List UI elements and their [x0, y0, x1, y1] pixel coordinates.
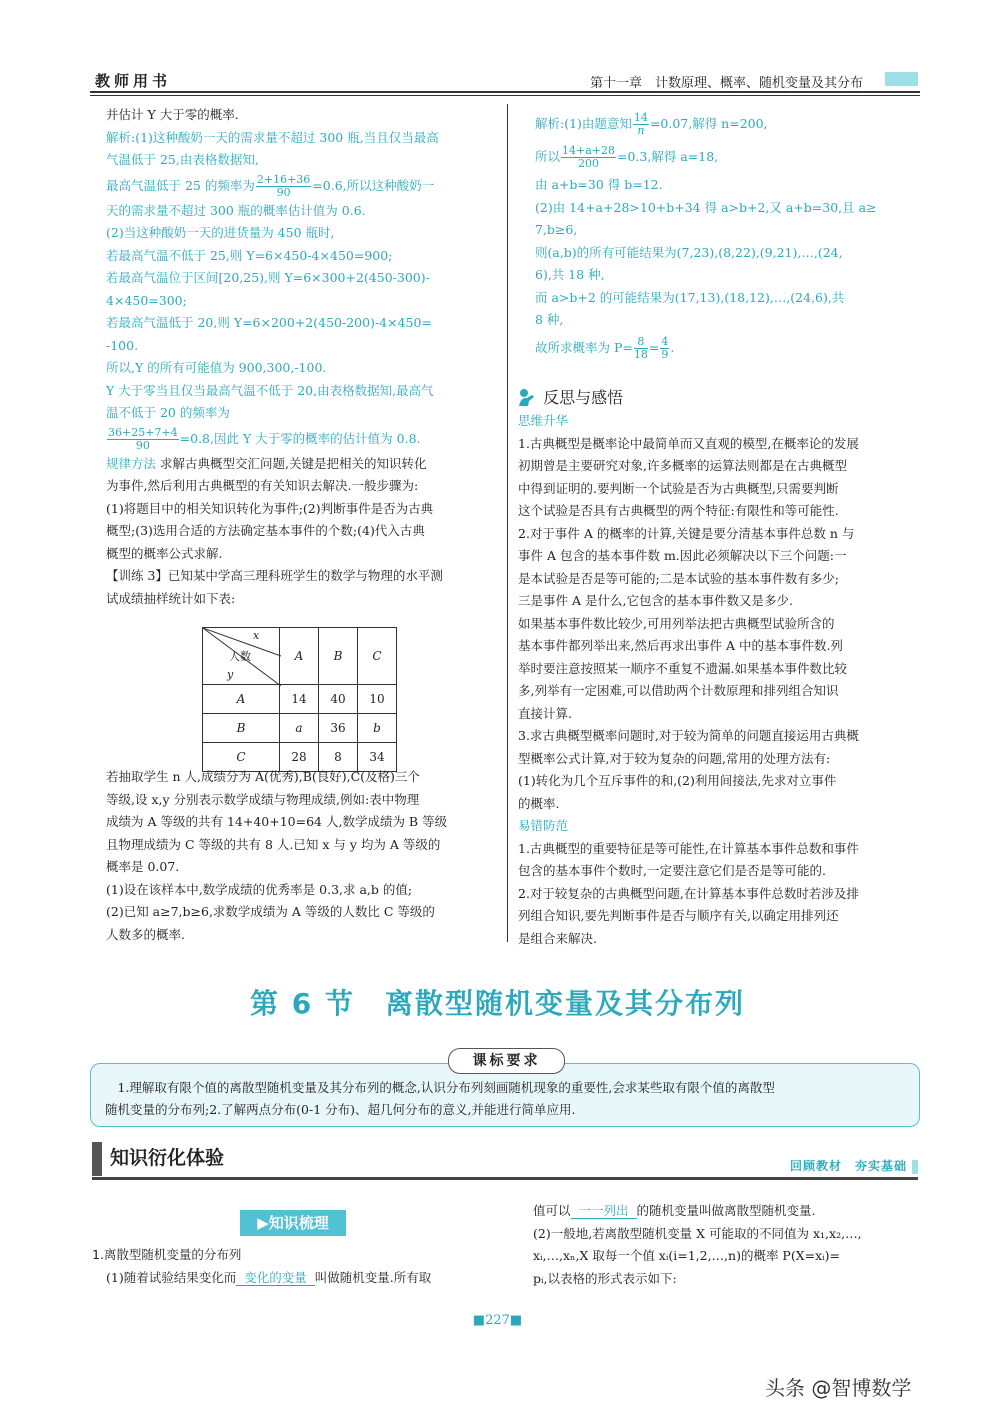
knowledge-accent: [912, 1160, 918, 1174]
text-line: 若最高气温低于 20,则 Y=6×200+2(450-200)-4×450=: [106, 315, 432, 330]
section-title: 第 6 节 离散型随机变量及其分布列: [250, 987, 745, 1020]
text-line: 这个试验是否具有古典概型的两个特征:有限性和等可能性.: [518, 503, 839, 518]
requirements-tag: 课标要求: [448, 1048, 565, 1074]
req-line: 随机变量的分布列;2.了解两点分布(0-1 分布)、超几何分布的意义,并能进行简单应用.: [105, 1102, 576, 1117]
text-span: 求解古典概型交汇问题,关键是把相关的知识转化: [156, 455, 427, 471]
corner-y: y: [227, 668, 234, 681]
header-accent-bar: [885, 72, 918, 86]
text-span: 值可以: [533, 1203, 571, 1218]
knowledge-right: [533, 1200, 923, 1290]
fraction: [660, 336, 669, 361]
text-span: 的随机变量叫做离散型随机变量.: [636, 1203, 816, 1218]
reflect-title: 反思与感悟: [543, 388, 624, 407]
numerator: 14+a+28: [562, 144, 616, 157]
table-corner: [203, 628, 280, 685]
text-line: 7,b≥6,: [535, 222, 578, 237]
left-column-lower: [106, 766, 498, 946]
text-line: [533, 1200, 923, 1223]
knowledge-heading: 1.离散型随机变量的分布列: [92, 1247, 242, 1262]
numerator: 36+25+7+4: [108, 425, 178, 439]
fraction: [561, 145, 616, 170]
text-line: 是本试验是否是等可能的;二是本试验的基本事件数有多少;: [518, 570, 839, 586]
text-line: 由 a+b=30 得 b=12.: [535, 177, 663, 192]
text-line: 2.对于较复杂的古典概型问题,在计算基本事件总数时若涉及排: [518, 885, 859, 901]
text-span: .: [670, 339, 675, 355]
row-header: B: [203, 714, 280, 743]
right-solution: [535, 110, 925, 364]
table-cell: 40: [319, 685, 358, 714]
reflect-heading: [518, 385, 623, 408]
text-line: 而 a>b+2 的可能结果为(17,13),(18,12),…,(24,6),共: [535, 289, 845, 305]
text-span: =0.3,解得 a=18,: [617, 149, 719, 164]
fraction: [634, 336, 648, 361]
table-cell: 34: [358, 743, 397, 772]
text-line: [106, 172, 498, 200]
text-line: [535, 142, 925, 172]
text-line: xᵢ,…,xₙ,X 取每一个值 xᵢ(i=1,2,…,n)的概率 P(X=xᵢ)=: [533, 1248, 841, 1263]
exercise-heading: 【训练 3】已知某中学高三理科班学生的数学与物理的水平测: [106, 568, 443, 583]
text-line: 试成绩抽样统计如下表:: [106, 590, 236, 606]
table-row: [203, 685, 397, 714]
text-line: 是组合来解决.: [518, 930, 597, 946]
col-header: C: [358, 628, 397, 685]
text-line: 4×450=300;: [106, 292, 187, 308]
text-line: (2)一般地,若离散型随机变量 X 可能取的不同值为 x₁,x₂,…,: [533, 1225, 862, 1241]
page-number: ■227■: [472, 1313, 523, 1328]
col-header: B: [319, 628, 358, 685]
fraction: [107, 427, 179, 452]
text-span: 所以: [535, 149, 561, 164]
text-line: 三是事件 A 是什么,它包含的基本事件数又是多少.: [518, 593, 793, 608]
text-line: Y 大于零当且仅当最高气温不低于 20,由表格数据知,最高气: [106, 382, 434, 398]
text-line: (2)已知 a≥7,b≥6,求数学成绩为 A 等级的人数比 C 等级的: [106, 904, 435, 919]
watermark: 头条 @智博数学: [765, 1376, 912, 1400]
text-span: 叫做随机变量.所有取: [314, 1269, 432, 1285]
corner-mid: 人数: [229, 650, 251, 663]
denominator: 90: [135, 438, 150, 452]
text-span: (1)随着试验结果变化而: [106, 1269, 237, 1285]
text-line: 等级,设 x,y 分别表示数学成绩与物理成绩,例如:表中物理: [106, 791, 420, 807]
numerator: 2+16+36: [256, 172, 311, 186]
knowledge-subtitle: 回顾教材 夯实基础: [790, 1159, 908, 1173]
text-line: 所以,Y 的所有可能值为 900,300,-100.: [106, 360, 327, 375]
text-line: 概型的概率公式求解.: [106, 545, 223, 561]
text-line: 若最高气温位于区间[20,25),则 Y=6×300+2(450-300)-: [106, 270, 430, 285]
text-line: -100.: [106, 337, 139, 353]
subheading: 思维升华: [518, 413, 569, 428]
text-line: 6),共 18 种,: [535, 267, 605, 282]
text-span: =0.07,解得 n=200,: [649, 116, 768, 131]
text-line: 列组合知识,要先判断事件是否与顺序有关,以确定用排列还: [518, 908, 839, 923]
text-line: 人数多的概率.: [106, 926, 185, 942]
text-line: (2)由 14+a+28>10+b+34 得 a>b+2,又 a+b=30,且 a≥: [535, 199, 877, 215]
text-line: 天的需求量不超过 300 瓶的概率估计值为 0.6.: [106, 202, 366, 218]
table-cell: 14: [280, 685, 319, 714]
text-line: 并估计 Y 大于零的概率.: [106, 107, 239, 122]
denominator: 18: [633, 347, 648, 361]
text-span: 最高气温低于 25 的频率为: [106, 177, 255, 193]
text-line: 成绩为 A 等级的共有 14+40+10=64 人,数学成绩为 B 等级: [106, 814, 448, 829]
text-line: 则(a,b)的所有可能结果为(7,23),(8,22),(9,21),…,(24,: [535, 244, 843, 260]
numerator: 8: [634, 336, 648, 349]
text-line: 概率是 0.07.: [106, 859, 180, 874]
text-line: 2.对于事件 A 的概率的计算,关键是要分清基本事件总数 n 与: [518, 525, 855, 541]
text-span: =0.6,所以这种酸奶一: [312, 177, 435, 193]
fill-in-answer: 变化的变量: [236, 1270, 315, 1286]
text-line: (2)当这种酸奶一天的进货量为 450 瓶时,: [106, 225, 335, 240]
text-line: 若最高气温不低于 25,则 Y=6×450-4×450=900;: [106, 247, 393, 263]
text-line: 温不低于 20 的频率为: [106, 405, 230, 420]
text-line: [106, 453, 498, 476]
text-line: 且物理成绩为 C 等级的共有 8 人.已知 x 与 y 均为 A 等级的: [106, 836, 441, 852]
text-line: 1.古典概型的重要特征是等可能性,在计算基本事件总数和事件: [518, 840, 859, 856]
text-line: 3.求古典概型概率问题时,对于较为简单的问题直接运用古典概: [518, 728, 859, 743]
text-line: 基本事件都列举出来,然后再求出事件 A 中的基本事件数.列: [518, 638, 843, 653]
left-column: [106, 104, 498, 610]
denominator: n: [637, 124, 645, 137]
corner-x: x: [253, 629, 260, 642]
text-line: 为事件,然后利用古典概型的有关知识去解决.一般步骤为:: [106, 478, 419, 493]
denominator: 200: [578, 157, 600, 170]
text-line: [535, 332, 925, 364]
text-line: (1)设在该样本中,数学成绩的优秀率是 0.3,求 a,b 的值;: [106, 881, 413, 897]
text-line: 1.古典概型是概率论中最简单而又直观的模型,在概率论的发展: [518, 435, 859, 451]
text-span: =0.8,因此 Y 大于零的概率的估计值为 0.8.: [179, 430, 421, 446]
numerator: 14: [633, 111, 648, 124]
text-line: 事件 A 包含的基本事件数 m.因此必须解决以下三个问题:一: [518, 548, 847, 563]
text-line: pᵢ,以表格的形式表示如下:: [533, 1270, 677, 1286]
text-line: 如果基本事件数比较少,可用列举法把古典概型试验所含的: [518, 615, 835, 631]
denominator: 9: [661, 347, 669, 361]
text-line: [535, 110, 925, 138]
score-table-wrap: [202, 627, 397, 772]
knowledge-left: [92, 1244, 502, 1289]
table-cell: 36: [319, 714, 358, 743]
knowledge-rule: [92, 1177, 918, 1180]
text-line: (1)转化为几个互斥事件的和,(2)利用间接法,先求对立事件: [518, 773, 837, 788]
text-line: [106, 425, 498, 453]
header-rule: [90, 91, 920, 93]
table-cell: 8: [319, 743, 358, 772]
numerator: 4: [661, 334, 669, 348]
requirements-text: [105, 1077, 915, 1121]
text-span: =: [648, 339, 660, 355]
score-table: [202, 627, 397, 772]
text-line: 概型;(3)选用合适的方法确定基本事件的个数;(4)代入古典: [106, 523, 425, 538]
col-header: A: [280, 628, 319, 685]
text-line: 中得到证明的.要判断一个试验是否为古典概型,只需要判断: [518, 480, 839, 496]
person-icon: [518, 387, 538, 407]
text-line: 包含的基本事件个数时,一定要注意它们是否是等可能的.: [518, 863, 826, 878]
text-line: 举时要注意按照某一顺序不重复不遗漏.如果基本事件数比较: [518, 660, 847, 676]
right-think: [518, 410, 918, 950]
table-cell: 10: [358, 685, 397, 714]
text-line: (1)将题目中的相关知识转化为事件;(2)判断事件是否为古典: [106, 500, 434, 516]
table-row: [203, 714, 397, 743]
subheading: 易错防范: [518, 818, 569, 833]
fraction: [256, 174, 311, 199]
knowledge-bar: [92, 1142, 102, 1176]
text-line: 型概率公式计算,对于较为复杂的问题,常用的处理方法有:: [518, 750, 831, 766]
row-header: A: [203, 685, 280, 714]
column-divider: [507, 104, 508, 942]
table-cell: a: [280, 714, 319, 743]
text-span: 解析:(1)由题意知: [535, 116, 632, 131]
book-label: 教师用书: [95, 72, 172, 90]
chapter-title: 第十一章 计数原理、概率、随机变量及其分布: [590, 76, 864, 91]
text-span: 故所求概率为 P=: [535, 339, 633, 355]
table-cell: 28: [280, 743, 319, 772]
text-line: [92, 1267, 502, 1290]
text-line: 的概率.: [518, 795, 560, 811]
text-line: 气温低于 25,由表格数据知,: [106, 152, 259, 167]
table-cell: b: [358, 714, 397, 743]
text-line: 多,列举有一定困难,可以借助两个计数原理和排列组合知识: [518, 683, 839, 698]
text-line: 若抽取学生 n 人,成绩分为 A(优秀),B(良好),C(及格)三个: [106, 769, 420, 784]
knowledge-tag: ▶知识梳理: [240, 1210, 346, 1236]
req-line: 1.理解取有限个值的离散型随机变量及其分布列的概念,认识分布列刻画随机现象的重要性,会求某些取有限个值的离散型: [105, 1080, 775, 1095]
text-line: 解析:(1)这种酸奶一天的需求量不超过 300 瓶,当且仅当最高: [106, 129, 439, 145]
row-header: C: [203, 743, 280, 772]
denominator: 90: [276, 185, 291, 199]
text-line: 直接计算.: [518, 705, 572, 721]
fill-in-answer: 一一列出: [571, 1203, 637, 1219]
method-label: 规律方法: [106, 455, 157, 471]
text-line: 8 种,: [535, 312, 564, 327]
fraction: [633, 112, 649, 137]
knowledge-title: 知识衍化体验: [110, 1147, 225, 1169]
text-line: 初期曾是主要研究对象,许多概率的运算法则都是在古典概型: [518, 458, 847, 473]
header-rule-thin: [90, 95, 920, 96]
